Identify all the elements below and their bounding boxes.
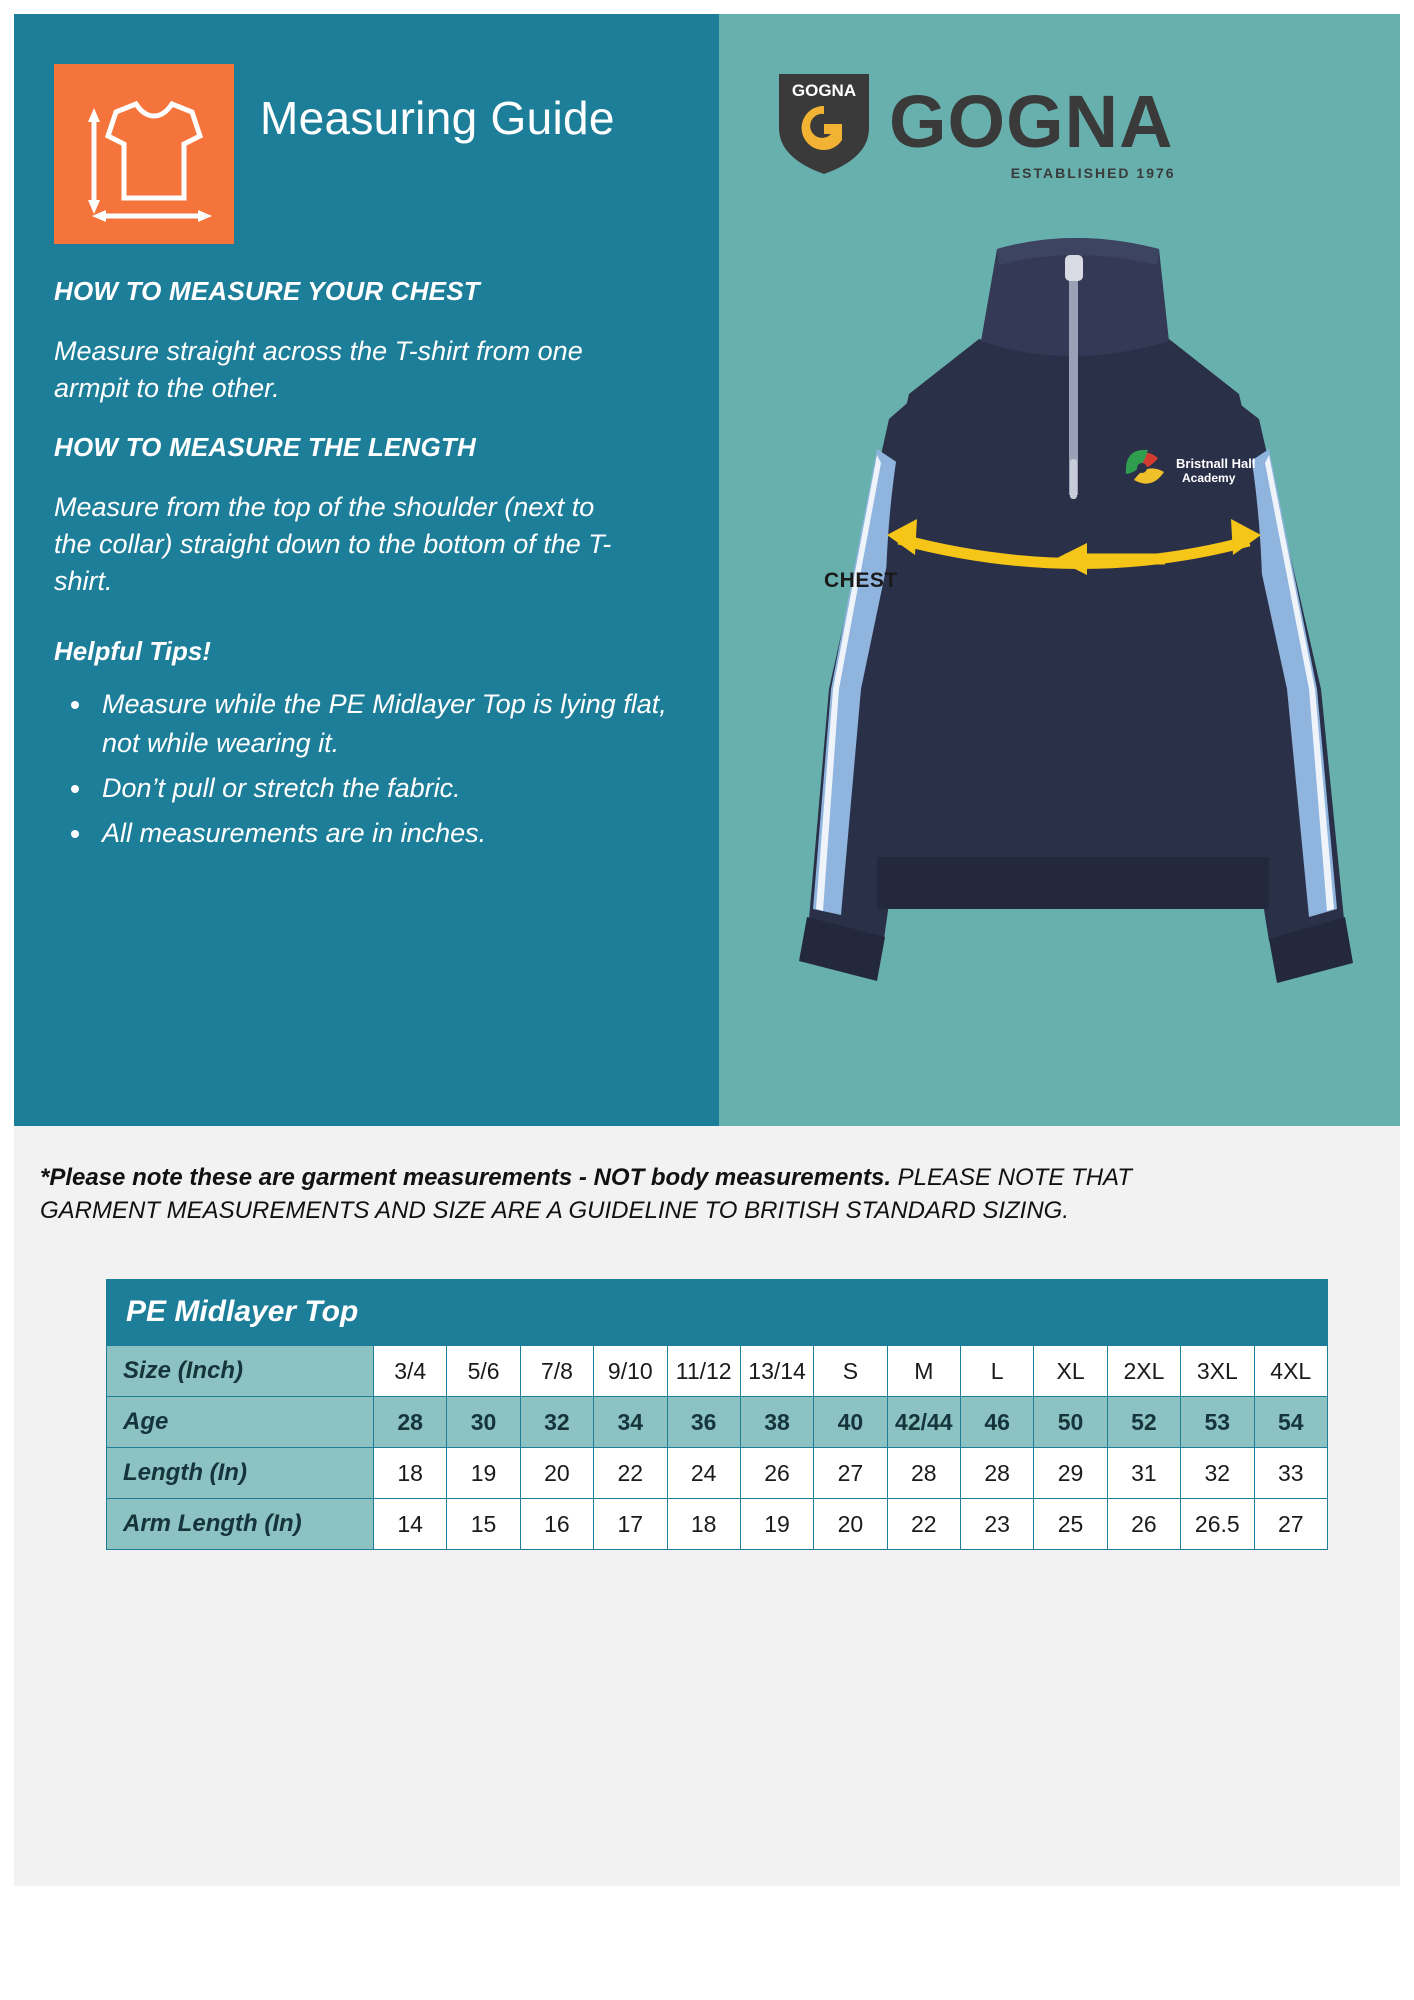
table-cell: 20 [520, 1448, 593, 1499]
disclaimer-bold: *Please note these are garment measurements - NOT body measurements. [40, 1164, 891, 1191]
list-item: • Measure while the PE Midlayer Top is lying flat, not while wearing it. [94, 685, 679, 763]
size-table [106, 1279, 1328, 1550]
svg-text:Academy: Academy [1182, 471, 1236, 485]
row-label: Size (Inch) [107, 1346, 374, 1397]
table-cell: 16 [520, 1499, 593, 1550]
table-cell: 40 [814, 1397, 887, 1448]
table-cell: 46 [961, 1397, 1034, 1448]
table-cell: 5/6 [447, 1346, 520, 1397]
row-label: Age [107, 1397, 374, 1448]
table-row [107, 1448, 1328, 1499]
table-cell: 15 [447, 1499, 520, 1550]
table-cell: 18 [374, 1448, 447, 1499]
size-guide-page [14, 14, 1400, 1886]
table-cell: 23 [961, 1499, 1034, 1550]
tips-heading: Helpful Tips! [54, 635, 211, 666]
table-cell: 28 [961, 1448, 1034, 1499]
guide-header [54, 64, 679, 244]
tips-list [54, 685, 679, 854]
table-cell: 24 [667, 1448, 740, 1499]
garment-panel [719, 14, 1400, 1126]
table-cell: 27 [814, 1448, 887, 1499]
table-cell: 33 [1254, 1448, 1328, 1499]
brand-wordmark [889, 80, 1176, 181]
list-item: • Don’t pull or stretch the fabric. [94, 769, 679, 808]
page-title: Measuring Guide [260, 92, 615, 144]
table-cell: 11/12 [667, 1346, 740, 1397]
table-cell: 54 [1254, 1397, 1328, 1448]
table-cell: 4XL [1254, 1346, 1328, 1397]
table-cell: 26.5 [1181, 1499, 1254, 1550]
chest-section-heading: HOW TO MEASURE YOUR CHEST [54, 276, 480, 306]
length-section-body: Measure from the top of the shoulder (next to the collar) straight down to the bottom of the T-shirt. [54, 492, 612, 596]
table-cell: 32 [1181, 1448, 1254, 1499]
table-cell: 9/10 [594, 1346, 667, 1397]
table-cell: 3XL [1181, 1346, 1254, 1397]
table-cell: 13/14 [740, 1346, 813, 1397]
garment-illustration [769, 219, 1389, 1019]
table-cell: 18 [667, 1499, 740, 1550]
table-row [107, 1499, 1328, 1550]
table-cell: 38 [740, 1397, 813, 1448]
tshirt-measure-icon [54, 64, 234, 244]
table-cell: 36 [667, 1397, 740, 1448]
shield-icon [769, 62, 879, 182]
table-cell: 25 [1034, 1499, 1107, 1550]
table-cell: 28 [887, 1448, 960, 1499]
table-cell: 22 [887, 1499, 960, 1550]
brand-logo [769, 62, 1174, 182]
list-item: • All measurements are in inches. [94, 814, 679, 853]
instructions-panel [14, 14, 719, 1126]
table-cell: 28 [374, 1397, 447, 1448]
row-label: Arm Length (In) [107, 1499, 374, 1550]
table-cell: L [961, 1346, 1034, 1397]
svg-text:GOGNA: GOGNA [791, 81, 857, 100]
table-cell: XL [1034, 1346, 1107, 1397]
table-cell: 34 [594, 1397, 667, 1448]
chest-section-body: Measure straight across the T-shirt from one armpit to the other. [54, 336, 583, 403]
table-cell: 50 [1034, 1397, 1107, 1448]
table-cell: 7/8 [520, 1346, 593, 1397]
table-cell: 42/44 [887, 1397, 960, 1448]
table-cell: 53 [1181, 1397, 1254, 1448]
top-section [14, 14, 1400, 1126]
table-cell: 52 [1107, 1397, 1180, 1448]
table-cell: M [887, 1346, 960, 1397]
size-table-title: PE Midlayer Top [106, 1279, 1328, 1345]
table-cell: 14 [374, 1499, 447, 1550]
table-cell: 3/4 [374, 1346, 447, 1397]
table-cell: 26 [1107, 1499, 1180, 1550]
disclaimer-rest: PLEASE NOTE THAT GARMENT MEASUREMENTS AND SIZE ARE A GUIDELINE TO BRITISH STANDARD SIZING. [40, 1164, 1132, 1224]
table-cell: S [814, 1346, 887, 1397]
table-cell: 22 [594, 1448, 667, 1499]
row-label: Length (In) [107, 1448, 374, 1499]
chest-label: CHEST [824, 569, 898, 592]
table-row [107, 1397, 1328, 1448]
length-section-heading: HOW TO MEASURE THE LENGTH [54, 432, 476, 463]
table-cell: 30 [447, 1397, 520, 1448]
table-cell: 26 [740, 1448, 813, 1499]
disclaimer-note [14, 1126, 1196, 1227]
table-cell: 19 [447, 1448, 520, 1499]
table-cell: 20 [814, 1499, 887, 1550]
table-cell: 31 [1107, 1448, 1180, 1499]
table-row [107, 1346, 1328, 1397]
brand-established: ESTABLISHED 1976 [1010, 165, 1176, 181]
svg-text:Bristnall Hall: Bristnall Hall [1176, 456, 1256, 471]
table-cell: 29 [1034, 1448, 1107, 1499]
table-cell: 27 [1254, 1499, 1328, 1550]
table-cell: 19 [740, 1499, 813, 1550]
brand-name: GOGNA [889, 80, 1174, 163]
table-cell: 32 [520, 1397, 593, 1448]
table-cell: 2XL [1107, 1346, 1180, 1397]
table-cell: 17 [594, 1499, 667, 1550]
